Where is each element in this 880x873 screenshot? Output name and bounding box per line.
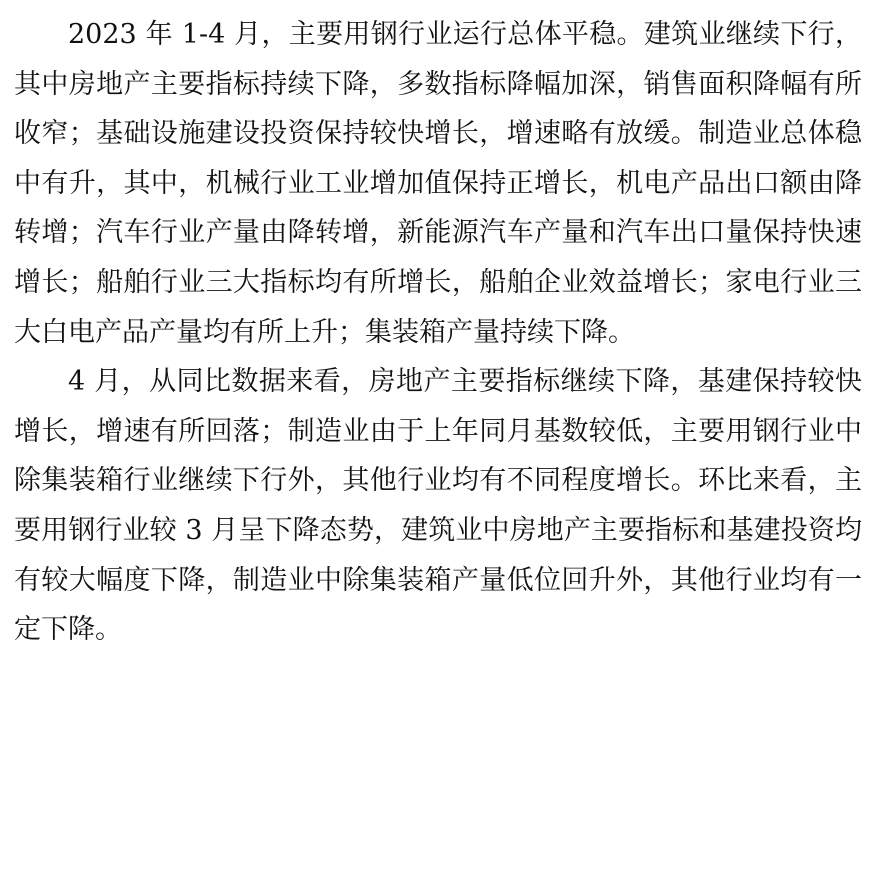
paragraph-2: 4 月，从同比数据来看，房地产主要指标继续下降，基建保持较快增长，增速有所回落；制造业由于上年同月基数较低，主要用钢行业中除集装箱行业继续下行外，其他行业均有不同程度增长。环比来看，主要用钢行业较 3 月呈下降态势，建筑业中房地产主要指标和基建投资均有较大幅度下降，制造业中除集装箱产量低位回升外，其他行业均有一定下降。 <box>14 366 862 646</box>
paragraph-1: 2023 年 1-4 月，主要用钢行业运行总体平稳。建筑业继续下行，其中房地产主要指标持续下降，多数指标降幅加深，销售面积降幅有所收窄；基础设施建设投资保持较快增长，增速略有放缓。制造业总体稳中有升，其中，机械行业工业增加值保持正增长，机电产品出口额由降转增；汽车行业产量由降转增，新能源汽车产量和汽车出口量保持快速增长；船舶行业三大指标均有所增长，船舶企业效益增长；家电行业三大白电产品产量均有所上升；集装箱产量持续下降。 <box>14 19 862 348</box>
document-body <box>14 10 862 655</box>
